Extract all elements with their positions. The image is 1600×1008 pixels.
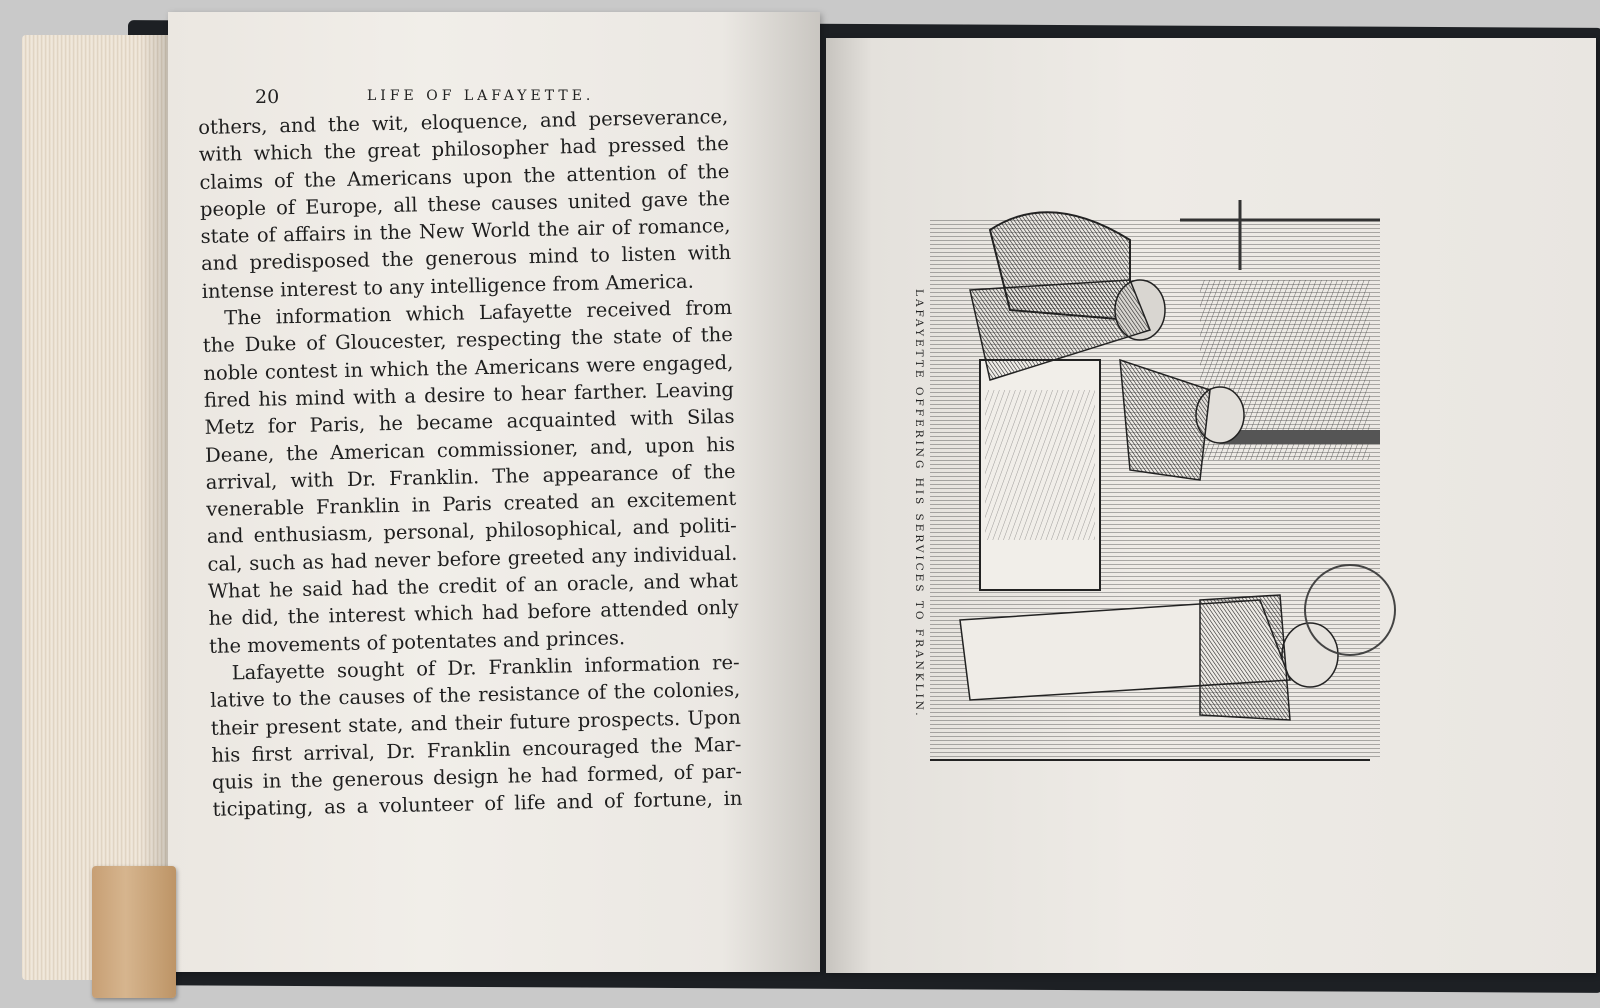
text-line: the Duke of Gloucester, respecting the state of the	[202, 323, 733, 358]
text-line: he did, the interest which had before attended only	[208, 596, 739, 631]
lafayette-coat	[1200, 595, 1290, 720]
body-text	[198, 103, 743, 824]
engraving-illustration	[930, 200, 1400, 770]
text-line: and enthusiasm, personal, philosophical, and politi-	[206, 514, 737, 549]
text-line: quis in the generous design he had formed, of par-	[211, 759, 743, 794]
text-line: the movements of potentates and princes.	[208, 625, 626, 658]
text-line: venerable Franklin in Paris created an excitement	[206, 486, 737, 522]
wooden-book-support	[92, 866, 176, 998]
text-line: ticipating, as a volunteer of life and of fortune, in	[212, 787, 743, 822]
page-number: 20	[255, 86, 280, 108]
text-line: Metz for Paris, he became acquainted with Silas	[204, 405, 735, 440]
text-line: their present state, and their future prospects. Upon	[210, 705, 741, 740]
shelf-molding	[1220, 430, 1380, 444]
text-line: intense interest to any intelligence from America.	[201, 269, 695, 303]
text-line: fired his mind with a desire to hear farther. Leaving	[203, 377, 735, 412]
text-line: noble contest in which the Americans were engaged,	[203, 350, 734, 385]
text-line: with which the great philosopher had pressed the	[198, 132, 729, 167]
text-line: cal, such as had never before greeted any individual.	[207, 541, 738, 576]
text-line: lative to the causes of the resistance of the colonies,	[210, 678, 741, 713]
text-line: arrival, with Dr. Franklin. The appearance of the	[205, 459, 736, 494]
text-line: Deane, the American commissioner, and, upon his	[204, 432, 736, 467]
text-line: Lafayette sought of Dr. Franklin information re-	[231, 650, 740, 685]
text-line: The information which Lafayette received from	[224, 295, 733, 330]
text-line: and predisposed the generous mind to listen with	[200, 241, 732, 276]
illustration-caption: LAFAYETTE OFFERING HIS SERVICES TO FRANKLIN.	[913, 289, 925, 719]
text-line: his first arrival, Dr. Franklin encouraged the Mar-	[211, 732, 742, 767]
text-line: people of Europe, all these causes united gave the	[199, 186, 731, 221]
text-line: What he said had the credit of an oracle, and what	[207, 568, 739, 603]
text-line: others, and the wit, eloquence, and perseverance,	[198, 104, 729, 139]
text-line: state of affairs in the New World the air of romance,	[200, 214, 731, 249]
text-line: claims of the Americans upon the attention of the	[199, 159, 730, 194]
running-head-title: LIFE OF LAFAYETTE.	[367, 88, 595, 104]
